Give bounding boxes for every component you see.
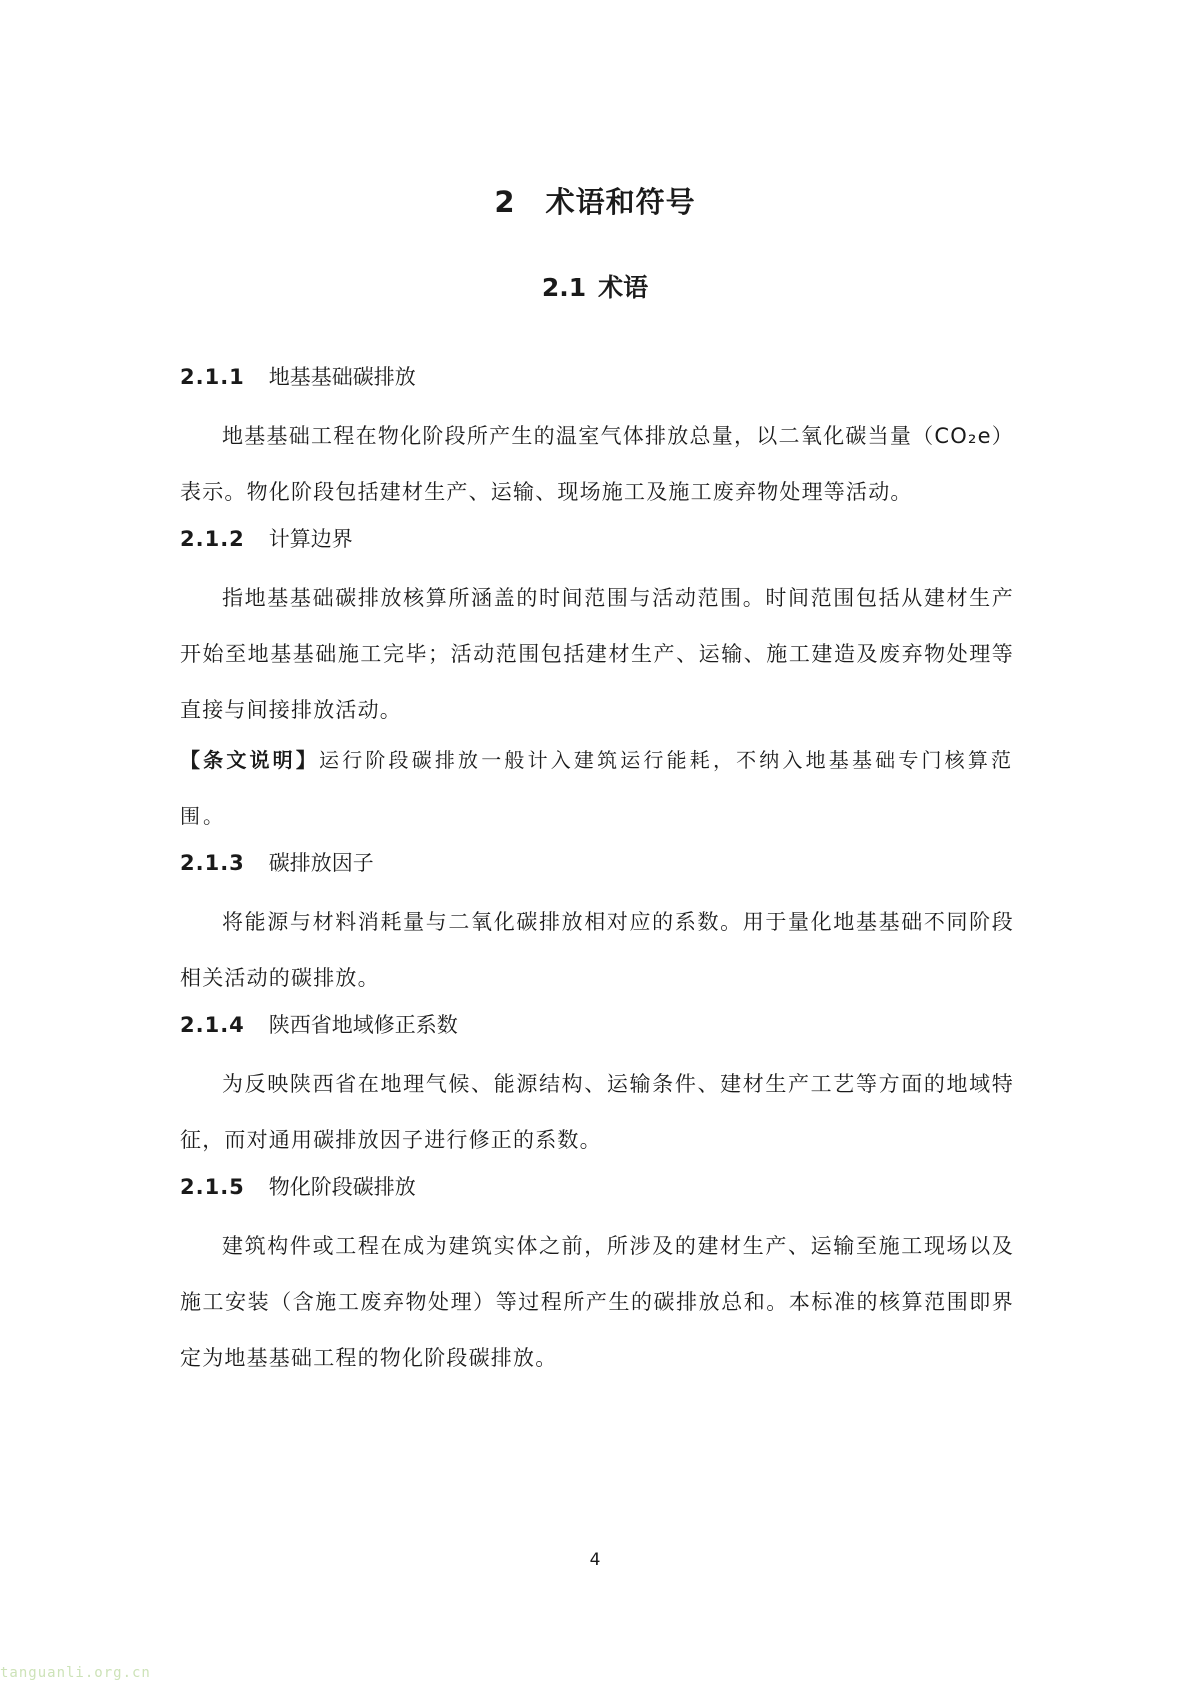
clause-heading: [180, 848, 1014, 878]
clause-heading: [180, 362, 1014, 392]
clause-term: 计算边界: [268, 527, 353, 551]
clause-number: 2.1.4: [180, 1013, 245, 1037]
clause-term: 陕西省地域修正系数: [268, 1013, 458, 1037]
clause-term: 地基基础碳排放: [268, 365, 416, 389]
chapter-title: [0, 180, 1190, 221]
note-text: 运行阶段碳排放一般计入建筑运行能耗，不纳入地基基础专门核算范围。: [180, 748, 1015, 828]
section-number: 2.1: [541, 273, 587, 302]
clause-heading: [180, 1172, 1014, 1202]
clause-heading: [180, 524, 1014, 554]
clause-explanation-note: [180, 732, 1014, 844]
clause-heading: [180, 1010, 1014, 1040]
clause-2-1-5: [180, 1172, 1014, 1386]
clause-2-1-3: [180, 848, 1014, 1006]
clause-definition: 将能源与材料消耗量与二氧化碳排放相对应的系数。用于量化地基基础不同阶段相关活动的碳排放。: [180, 910, 1014, 990]
chapter-number: 2: [494, 185, 516, 219]
watermark-text: tanguanli.org.cn: [0, 1665, 151, 1681]
clause-definition: 指地基基础碳排放核算所涵盖的时间范围与活动范围。时间范围包括从建材生产开始至地基基础施工完毕；活动范围包括建材生产、运输、施工建造及废弃物处理等直接与间接排放活动。: [180, 586, 1014, 722]
clause-number: 2.1.2: [180, 527, 245, 551]
clause-definition: 为反映陕西省在地理气候、能源结构、运输条件、建材生产工艺等方面的地域特征，而对通用碳排放因子进行修正的系数。: [180, 1072, 1014, 1152]
document-body: [180, 362, 1014, 1390]
clause-term: 物化阶段碳排放: [268, 1175, 416, 1199]
page-number: 4: [589, 1550, 601, 1570]
clause-2-1-4: [180, 1010, 1014, 1168]
clause-term: 碳排放因子: [268, 851, 374, 875]
section-title: [0, 268, 1190, 304]
note-tag: 【条文说明】: [180, 748, 320, 772]
clause-2-1-2: [180, 524, 1014, 844]
clause-number: 2.1.5: [180, 1175, 245, 1199]
clause-2-1-1: [180, 362, 1014, 520]
clause-number: 2.1.1: [180, 365, 245, 389]
clause-definition: 建筑构件或工程在成为建筑实体之前，所涉及的建材生产、运输至施工现场以及施工安装（含施工废弃物处理）等过程所产生的碳排放总和。本标准的核算范围即界定为地基基础工程的物化阶段碳排放。: [180, 1234, 1014, 1370]
clause-number: 2.1.3: [180, 851, 245, 875]
clause-definition: 地基基础工程在物化阶段所产生的温室气体排放总量，以二氧化碳当量（CO₂e）表示。物化阶段包括建材生产、运输、现场施工及施工废弃物处理等活动。: [180, 424, 1014, 504]
chapter-title-text: 术语和符号: [545, 185, 696, 219]
section-title-text: 术语: [598, 273, 649, 302]
